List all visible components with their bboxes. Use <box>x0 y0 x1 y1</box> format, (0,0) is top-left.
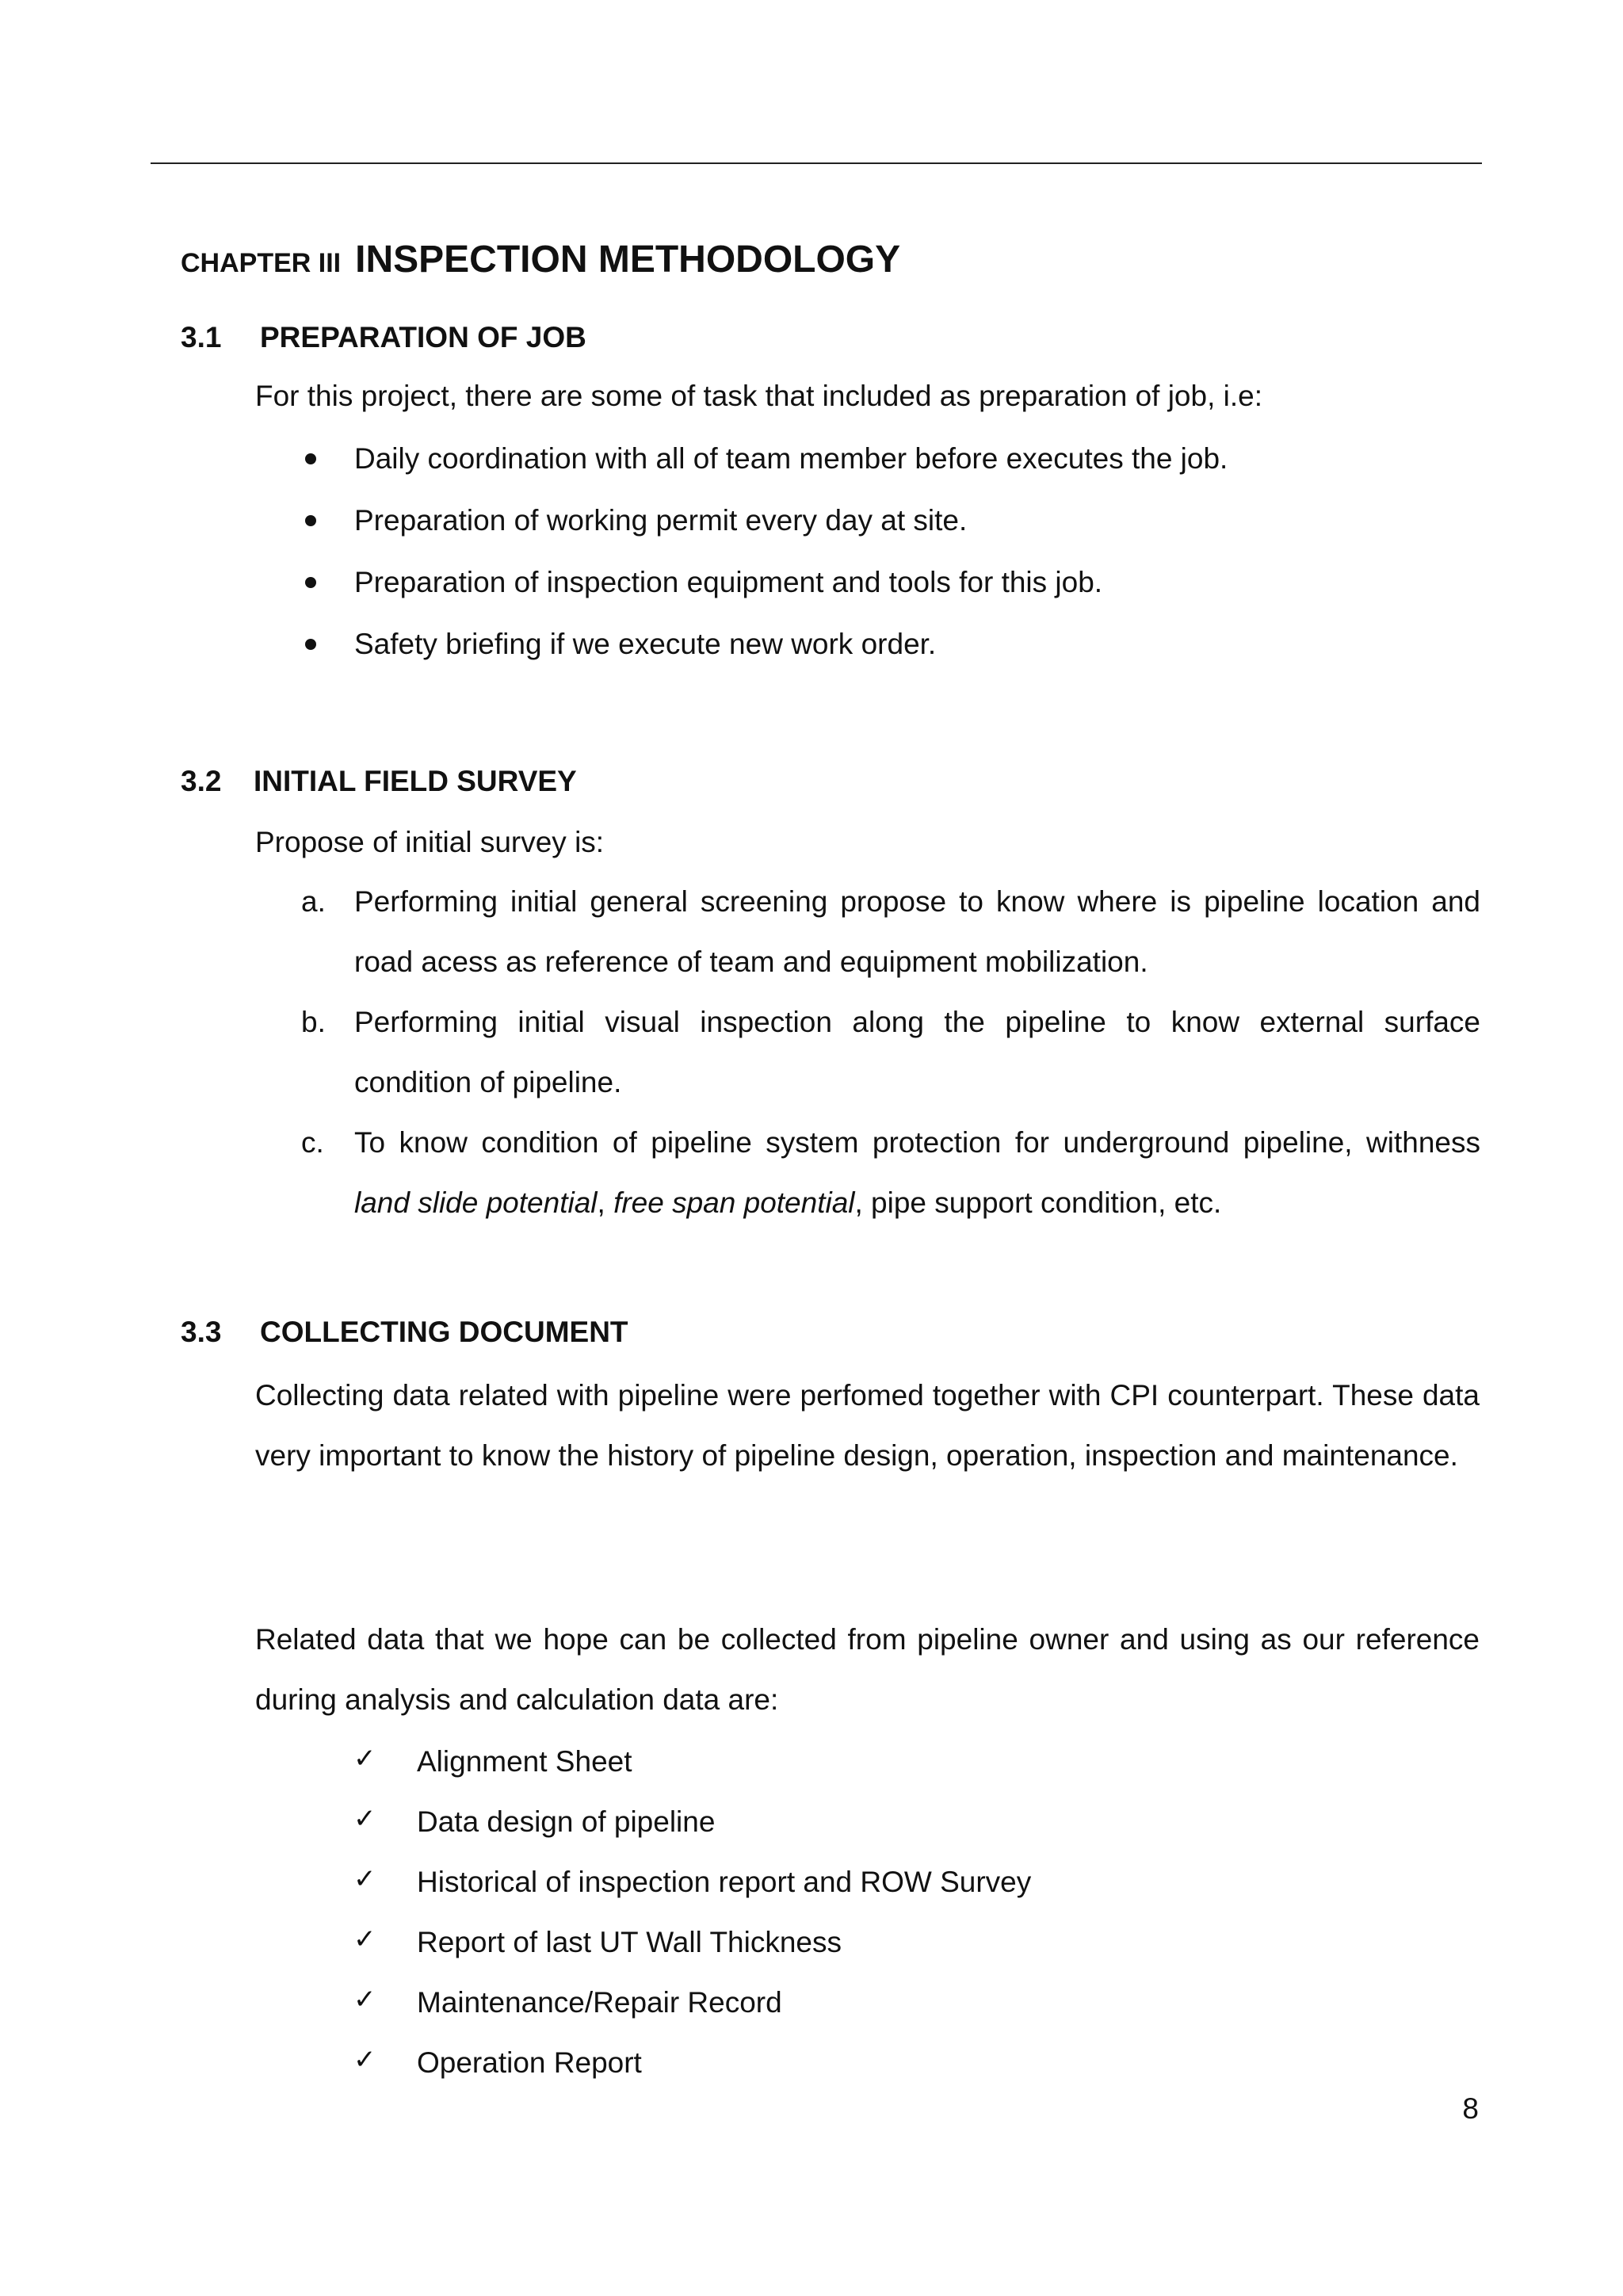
list-item-text: Operation Report <box>417 2046 642 2079</box>
checkmark-icon: ✓ <box>353 1863 376 1895</box>
list-item-text: Data design of pipeline <box>417 1805 716 1838</box>
section-heading-3-1 <box>181 321 586 354</box>
chapter-label: CHAPTER III <box>181 248 342 278</box>
separator: , <box>597 1186 614 1219</box>
list-item <box>353 2033 1031 2093</box>
list-item-text: Maintenance/Repair Record <box>417 1986 782 2019</box>
list-item-text: Daily coordination with all of team member before executes the job. <box>354 442 1228 475</box>
list-item <box>353 1852 1031 1912</box>
list-item <box>305 428 1228 490</box>
paragraph: Propose of initial survey is: <box>255 826 605 858</box>
list-item-text: Historical of inspection report and ROW Survey <box>417 1866 1032 1898</box>
section-paragraph-3-3-a <box>255 1366 1480 1486</box>
list-item-text: , pipe support condition, etc. <box>854 1186 1222 1219</box>
section-title: COLLECTING DOCUMENT <box>260 1316 628 1348</box>
list-item <box>301 992 1480 1113</box>
bullet-list <box>305 428 1228 675</box>
checkmark-icon: ✓ <box>353 2044 376 2076</box>
list-marker: a. <box>301 885 326 918</box>
list-item <box>301 872 1480 992</box>
bullet-icon <box>305 453 316 464</box>
bullet-icon <box>305 577 316 588</box>
section-number: 3.3 <box>181 1316 222 1348</box>
chapter-title: INSPECTION METHODOLOGY <box>355 239 901 281</box>
list-marker: b. <box>301 1006 326 1038</box>
list-item <box>353 1732 1031 1792</box>
list-item-text: Preparation of working permit every day at site. <box>354 504 968 537</box>
list-item <box>353 1912 1031 1973</box>
bullet-icon <box>305 639 316 650</box>
list-item <box>353 1792 1031 1852</box>
section-number: 3.1 <box>181 321 222 353</box>
paragraph: Related data that we hope can be collected from pipeline owner and using as our reference during analysis and calculation data are: <box>255 1623 1480 1716</box>
list-item-text: Preparation of inspection equipment and tools for this job. <box>354 566 1103 598</box>
bullet-icon <box>305 515 316 526</box>
section-intro-3-2 <box>255 812 1480 873</box>
list-item <box>305 613 1228 675</box>
list-item-text: Performing initial general screening propose to know where is pipeline location and road acess as reference of team and equipment mobilization. <box>354 885 1480 978</box>
list-item-text: To know condition of pipeline system protection for underground pipeline, withness <box>354 1126 1480 1159</box>
paragraph: Collecting data related with pipeline were perfomed together with CPI counterpart. These data very important to know the history of pipeline design, operation, inspection and maintenance. <box>255 1379 1480 1472</box>
section-title: INITIAL FIELD SURVEY <box>254 765 577 797</box>
page-number: 8 <box>1462 2092 1479 2125</box>
list-item-text: Alignment Sheet <box>417 1745 632 1778</box>
list-item-text: Safety briefing if we execute new work order. <box>354 628 937 660</box>
chapter-heading <box>181 238 900 281</box>
checkmark-icon: ✓ <box>353 1984 376 2015</box>
section-intro-3-1 <box>255 366 1480 426</box>
checkmark-icon: ✓ <box>353 1924 376 1955</box>
italic-term: land slide potential <box>354 1186 598 1219</box>
checkmark-icon: ✓ <box>353 1803 376 1835</box>
section-paragraph-3-3-b <box>255 1610 1480 1730</box>
section-title: PREPARATION OF JOB <box>260 321 586 353</box>
header-rule <box>151 162 1482 164</box>
list-item <box>305 552 1228 613</box>
italic-term: free span potential <box>613 1186 855 1219</box>
checklist <box>353 1732 1031 2093</box>
lettered-list <box>301 872 1480 1233</box>
list-marker: c. <box>301 1126 324 1159</box>
list-item <box>301 1113 1480 1233</box>
list-item <box>353 1973 1031 2033</box>
checkmark-icon: ✓ <box>353 1743 376 1775</box>
list-item-text: Report of last UT Wall Thickness <box>417 1926 842 1958</box>
section-heading-3-2 <box>181 765 577 798</box>
list-item <box>305 490 1228 552</box>
paragraph: For this project, there are some of task that included as preparation of job, i.e: <box>255 380 1263 412</box>
list-item-text: Performing initial visual inspection along the pipeline to know external surface condition of pipeline. <box>354 1006 1480 1098</box>
section-number: 3.2 <box>181 765 222 797</box>
section-heading-3-3 <box>181 1316 628 1349</box>
